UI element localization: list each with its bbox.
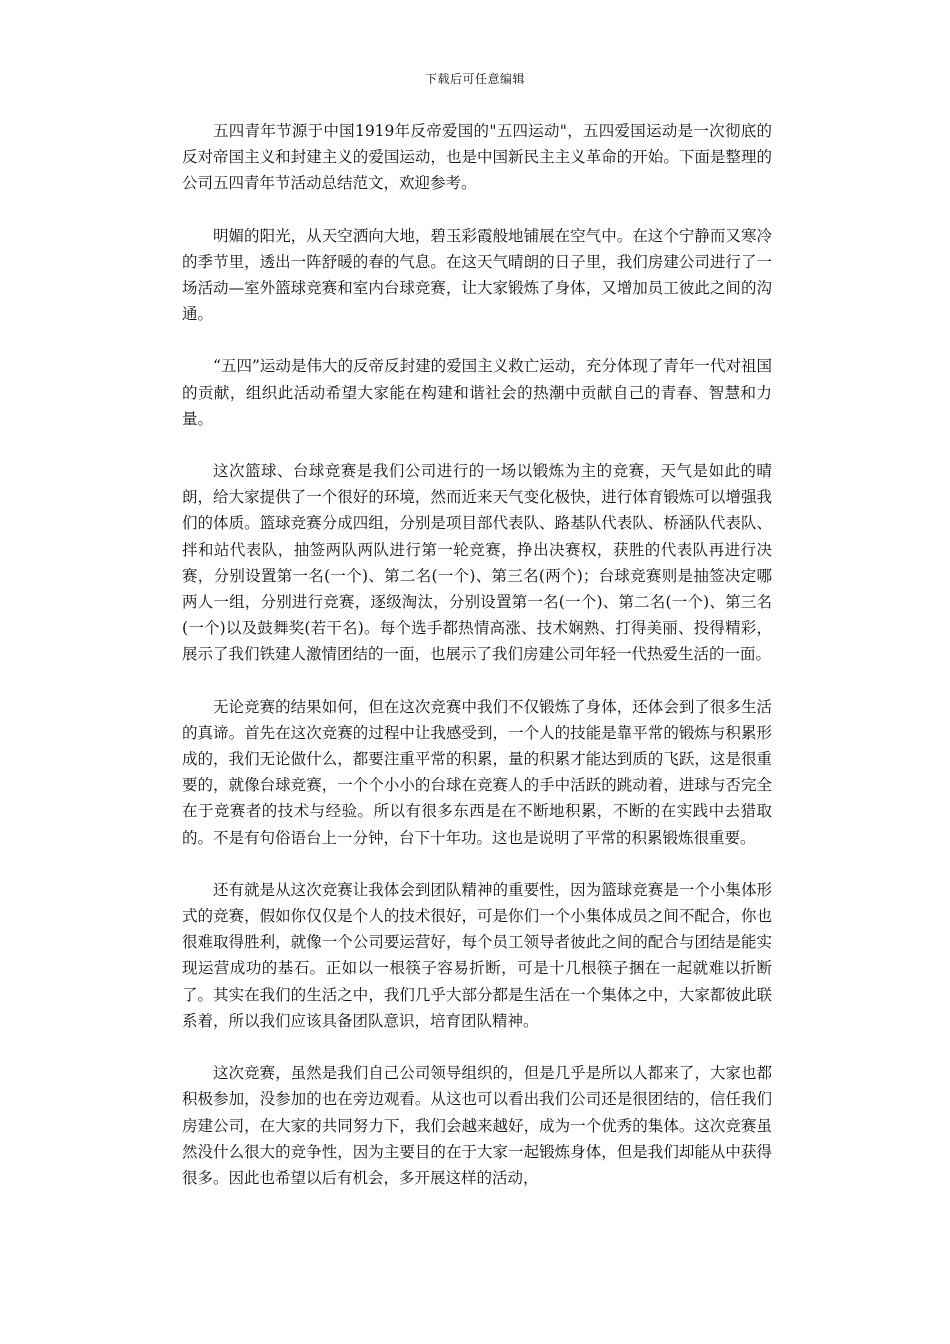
paragraph: “五四”运动是伟大的反帝反封建的爱国主义救亡运动，充分体现了青年一代对祖国的贡献，组织此活动希望大家能在构建和谐社会的热潮中贡献自己的青春、智慧和力量。: [182, 357, 772, 428]
page-header: 下载后可任意编辑: [424, 72, 525, 86]
paragraph: 无论竞赛的结果如何，但在这次竞赛中我们不仅锻炼了身体，还体会到了很多生活的真谛。首先在这次竞赛的过程中让我感受到，一个人的技能是靠平常的锻炼与积累形成的，我们无论做什么，都要注重平常的积累，量的积累才能达到质的飞跃，这是很重要的，就像台球竞赛，一个个小小的台球在竞赛人的手中活跃的跳动着，进球与否完全在于竞赛者的技术与经验。所以有很多东西是在不断地积累，不断的在实践中去猎取的。不是有句俗语台上一分钟，台下十年功。这也是说明了平常的积累锻炼很重要。: [182, 697, 772, 847]
paragraph: 明媚的阳光，从天空洒向大地，碧玉彩霞般地铺展在空气中。在这个宁静而又寒冷的季节里，透出一阵舒暖的春的气息。在这天气晴朗的日子里，我们房建公司进行了一场活动—室外篮球竞赛和室内台球竞赛，让大家锻炼了身体，又增加员工彼此之间的沟通。: [182, 226, 772, 324]
paragraph: 还有就是从这次竞赛让我体会到团队精神的重要性，因为篮球竞赛是一个小集体形式的竞赛，假如你仅仅是个人的技术很好，可是你们一个小集体成员之间不配合，你也很难取得胜利，就像一个公司要运营好，每个员工领导者彼此之间的配合与团结是能实现运营成功的基石。正如以一根筷子容易折断，可是十几根筷子捆在一起就难以折断了。其实在我们的生活之中，我们几乎大部分都是生活在一个集体之中，大家都彼此联系着，所以我们应该具备团队意识，培育团队精神。: [182, 880, 772, 1030]
paragraph: 五四青年节源于中国1919年反帝爱国的"五四运动"，五四爱国运动是一次彻底的反对帝国主义和封建主义的爱国运动，也是中国新民主主义革命的开始。下面是整理的公司五四青年节活动总结范文，欢迎参考。: [182, 122, 772, 193]
document-body: [182, 118, 772, 1217]
paragraph: 这次篮球、台球竞赛是我们公司进行的一场以锻炼为主的竞赛，天气是如此的晴朗，给大家提供了一个很好的环境，然而近来天气变化极快，进行体育锻炼可以增强我们的体质。篮球竞赛分成四组，分别是项目部代表队、路基队代表队、桥涵队代表队、拌和站代表队，抽签两队两队进行第一轮竞赛，挣出决赛权，获胜的代表队再进行决赛，分别设置第一名(一个)、第二名(一个)、第三名(两个)；台球竞赛则是抽签决定哪两人一组，分别进行竞赛，逐级淘汰，分别设置第一名(一个)、第二名(一个)、第三名(一个)以及鼓舞奖(若干名)。每个选手都热情高涨、技术娴熟、打得美丽、投得精彩，展示了我们铁建人激情团结的一面，也展示了我们房建公司年轻一代热爱生活的一面。: [182, 462, 772, 664]
paragraph: 这次竞赛，虽然是我们自己公司领导组织的，但是几乎是所以人都来了，大家也都积极参加，没参加的也在旁边观看。从这也可以看出我们公司还是很团结的，信任我们房建公司，在大家的共同努力下，我们会越来越好，成为一个优秀的集体。这次竞赛虽然没什么很大的竞争性，因为主要目的在于大家一起锻炼身体，但是我们却能从中获得很多。因此也希望以后有机会，多开展这样的活动，: [182, 1064, 772, 1187]
